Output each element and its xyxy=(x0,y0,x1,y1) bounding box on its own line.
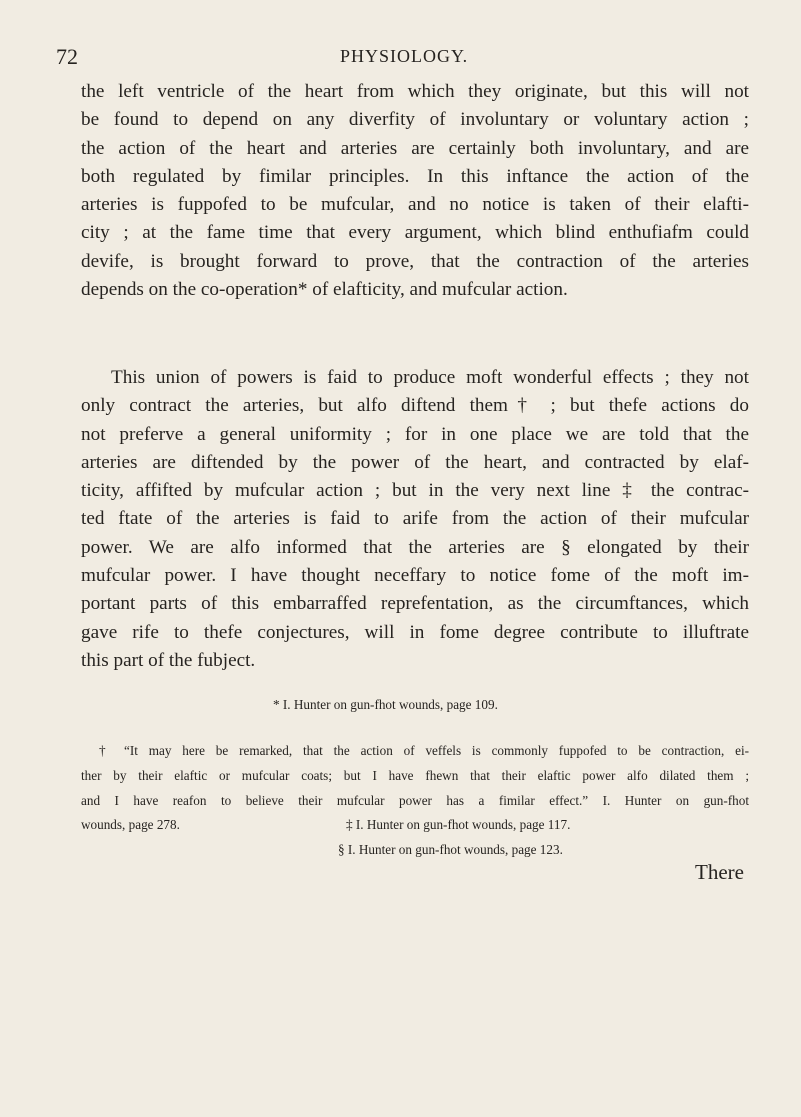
text-line: the left ventricle of the heart from which they originate, but this will not xyxy=(81,81,749,102)
catchword: There xyxy=(695,860,744,884)
footnote-line: † “It may here be remarked, that the action of veffels is commonly fuppofed to be contraction, ei- xyxy=(99,743,749,758)
paragraph-1 xyxy=(81,78,749,304)
page-number: 72 xyxy=(56,44,78,69)
text-line: arteries are diftended by the power of the heart, and contracted by elaf- xyxy=(81,451,749,473)
text-line: devife, is brought forward to prove, that the contraction of the arteries xyxy=(81,250,749,272)
text-line: portant parts of this embarraffed reprefentation, as the circumftances, which xyxy=(81,593,749,615)
text-line: This union of powers is faid to produce moft wonderful effects ; they not xyxy=(111,367,749,388)
text-line: this part of the fubject. xyxy=(81,649,256,671)
text-line: arteries is fuppofed to be mufcular, and no notice is taken of their elafti- xyxy=(81,194,749,216)
text-line: be found to depend on any diverfity of involuntary or voluntary action ; xyxy=(81,109,749,131)
running-head: PHYSIOLOGY. xyxy=(340,46,469,66)
text-line: depends on the co-operation* of elafticity, and mufcular action. xyxy=(81,279,568,301)
text-line: gave rife to thefe conjectures, will in fome degree contribute to illuftrate xyxy=(81,621,749,643)
text-line: the action of the heart and arteries are certainly both involuntary, and are xyxy=(81,137,749,159)
text-line: both regulated by fimilar principles. In this inftance the action of the xyxy=(81,165,749,187)
text-line: ted ftate of the arteries is faid to arife from the action of their mufcular xyxy=(81,508,749,530)
paragraph-2 xyxy=(81,364,749,675)
text-line: city ; at the fame time that every argument, which blind enthufiafm could xyxy=(81,222,749,244)
footnote-line: and I have reafon to believe their mufcular power has a fimilar effect.” I. Hunter on gun-fhot xyxy=(81,792,749,808)
text-line: ticity, affifted by mufcular action ; but in the very next line ‡ the contrac- xyxy=(81,480,749,502)
footnote-line: wounds, page 278. xyxy=(81,817,180,833)
footnote-section: § I. Hunter on gun-fhot wounds, page 123. xyxy=(338,842,563,857)
footnote-line: ther by their elaftic or mufcular coats; but I have fhewn that their elaftic power alfo dilated them ; xyxy=(81,767,749,783)
text-line: mufcular power. I have thought neceffary to notice fome of the moft im- xyxy=(81,565,749,587)
text-line: only contract the arteries, but alfo diftend them† ; but thefe actions do xyxy=(81,395,749,417)
text-line: not preferve a general uniformity ; for in one place we are told that the xyxy=(81,423,749,445)
text-line: power. We are alfo informed that the arteries are § elongated by their xyxy=(81,536,749,558)
footnote-star: * I. Hunter on gun-fhot wounds, page 109. xyxy=(273,697,498,712)
footnote-double-dagger: ‡ I. Hunter on gun-fhot wounds, page 117. xyxy=(346,817,571,832)
